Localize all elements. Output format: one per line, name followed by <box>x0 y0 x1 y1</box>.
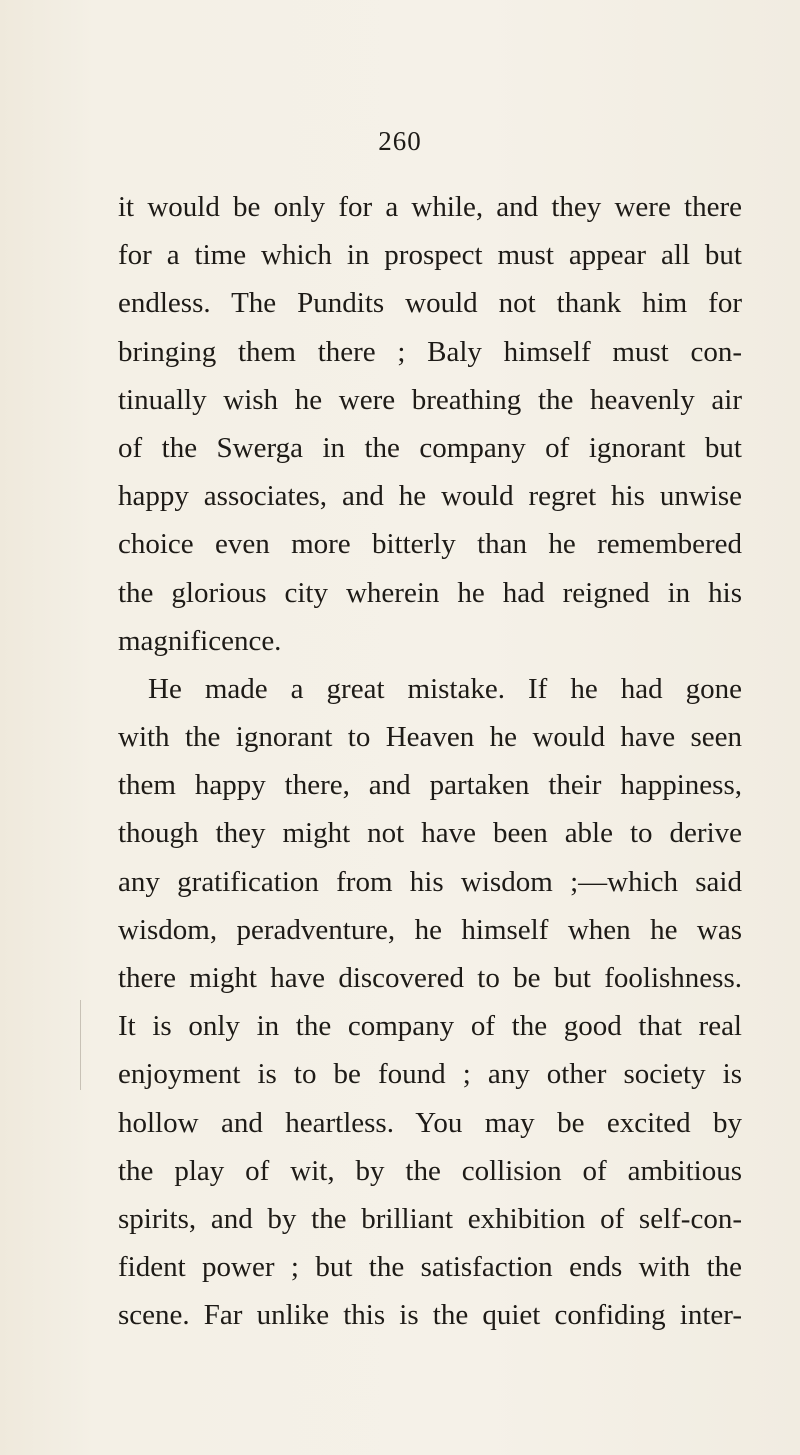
text-line: fident power ; but the satisfaction ends with the <box>118 1251 742 1284</box>
text-line: them happy there, and partaken their happiness, <box>118 769 742 802</box>
text-line: the play of wit, by the collision of ambitious <box>118 1154 742 1187</box>
text-line: endless. The Pundits would not thank him for <box>118 287 742 320</box>
text-line: any gratification from his wisdom ;—which said <box>118 865 742 898</box>
text-line: scene. Far unlike this is the quiet confiding inter- <box>118 1299 742 1332</box>
text-line: of the Swerga in the company of ignorant but <box>118 431 742 464</box>
text-line: for a time which in prospect must appear all but <box>118 239 742 272</box>
text-line: happy associates, and he would regret his unwise <box>118 480 742 513</box>
text-line: It is only in the company of the good that real <box>118 1010 742 1043</box>
text-line: tinually wish he were breathing the heavenly air <box>118 383 742 416</box>
text-line: it would be only for a while, and they were there <box>118 191 742 223</box>
text-line: there might have discovered to be but foolishness. <box>118 962 742 994</box>
text-line: spirits, and by the brilliant exhibition of self-con- <box>118 1202 742 1235</box>
text-line: though they might not have been able to derive <box>118 817 742 850</box>
text-line: choice even more bitterly than he remembered <box>118 528 742 561</box>
text-line: with the ignorant to Heaven he would have seen <box>118 721 742 754</box>
paragraph-end-line: magnificence. <box>118 624 282 657</box>
text-line: bringing them there ; Baly himself must con- <box>118 335 742 368</box>
text-line: wisdom, peradventure, he himself when he was <box>118 913 742 946</box>
text-line: the glorious city wherein he had reigned in his <box>118 576 742 609</box>
text-line: hollow and heartless. You may be excited by <box>118 1106 742 1139</box>
page-number: 260 <box>378 126 422 156</box>
margin-pencil-mark <box>80 1000 99 1090</box>
paragraph-start-line: He made a great mistake. If he had gone <box>148 672 742 705</box>
body-text <box>118 183 742 1340</box>
text-line: enjoyment is to be found ; any other society is <box>118 1058 742 1091</box>
